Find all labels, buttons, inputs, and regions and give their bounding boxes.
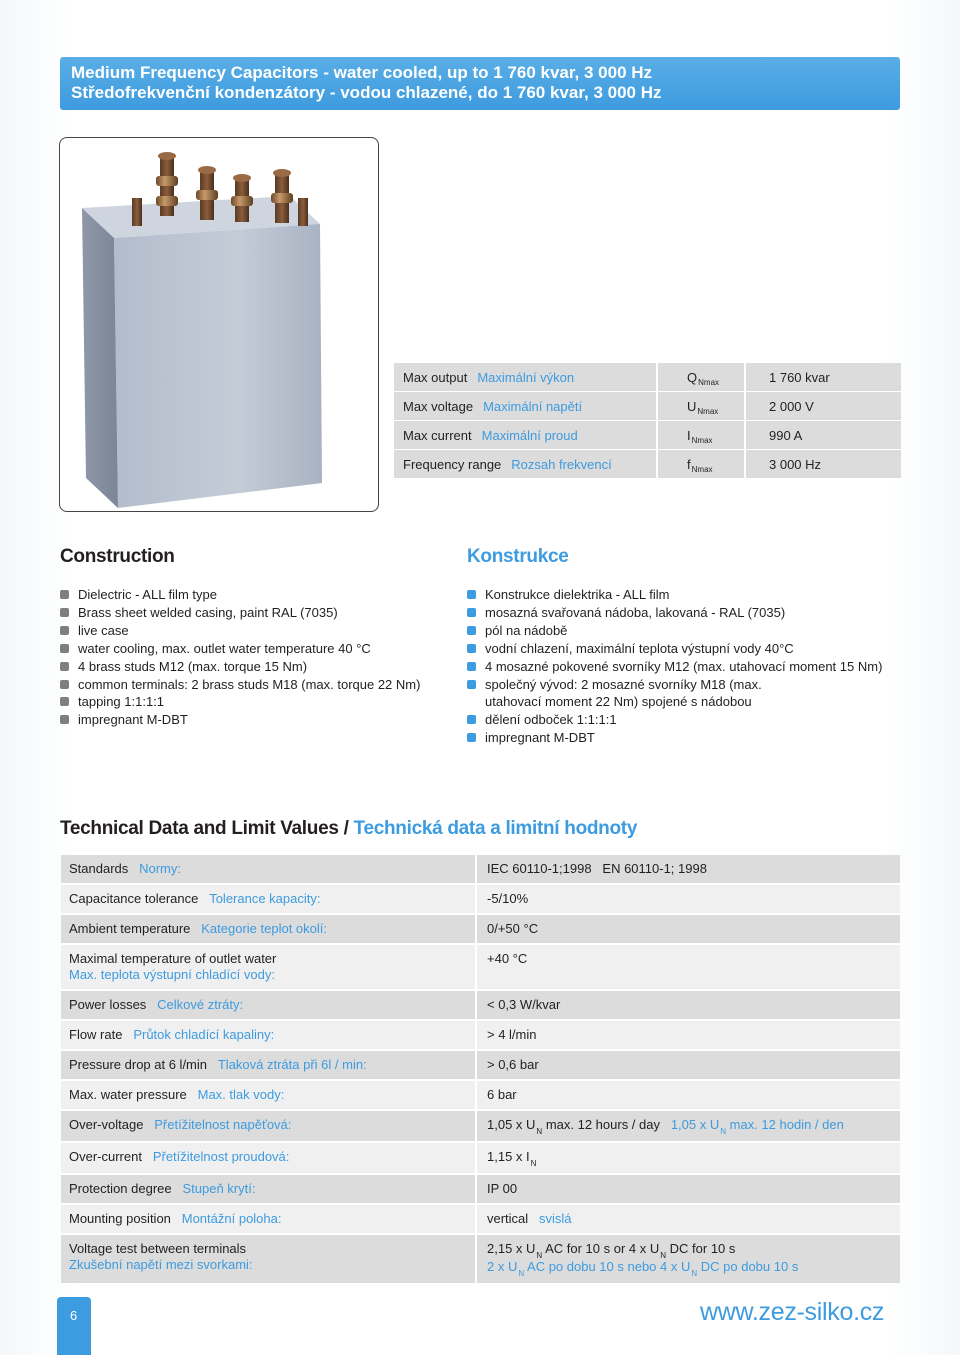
bullet-square-icon xyxy=(60,662,69,671)
table-row: Standards Normy: IEC 60110-1;1998 EN 60110-1; 1998 xyxy=(61,855,900,885)
page-number: 6 xyxy=(57,1297,91,1355)
header-band xyxy=(60,57,900,110)
table-row: Capacitance tolerance Tolerance kapacity: -5/10% xyxy=(61,885,900,915)
spec-label-en: Max output xyxy=(403,369,468,385)
bullet-square-icon xyxy=(467,626,476,635)
spec-value: 1 760 kvar xyxy=(769,369,830,385)
tech-heading-cz: Technická data a limitní hodnoty xyxy=(353,818,638,839)
spec-symbol-sub: Nmax xyxy=(697,406,719,416)
spec-label-en: Max current xyxy=(403,427,472,443)
bullet-square-icon xyxy=(467,715,476,724)
list-item: 4 mosazné pokovené svorníky M12 (max. utahovací moment 15 Nm) xyxy=(467,658,907,676)
spec-symbol-sub: Nmax xyxy=(698,377,720,387)
bullet-square-icon xyxy=(60,680,69,689)
website-link[interactable]: www.zez-silko.cz xyxy=(700,1298,885,1326)
construction-heading-en: Construction xyxy=(60,546,175,567)
list-item: Brass sheet welded casing, paint RAL (7035) xyxy=(60,604,460,622)
table-row: Over-current Přetížitelnost proudová: 1,15 x $I_N$ xyxy=(61,1143,900,1175)
table-row: Power losses Celkové ztráty: < 0,3 W/kvar xyxy=(61,991,900,1021)
spec-label-en: Frequency range xyxy=(403,456,502,472)
spec-symbol: f xyxy=(687,456,691,472)
table-row: Pressure drop at 6 l/min Tlaková ztráta při 6l / min: > 0,6 bar xyxy=(61,1051,900,1081)
list-item: vodní chlazení, maximální teplota výstupní vody 40°C xyxy=(467,640,907,658)
list-item: Konstrukce dielektrika - ALL film xyxy=(467,586,907,604)
title-cz: Středofrekvenční kondenzátory - vodou chlazené, do 1 760 kvar, 3 000 Hz xyxy=(71,83,662,102)
spec-value: 990 A xyxy=(769,427,803,443)
table-row: Max. water pressure Max. tlak vody: 6 bar xyxy=(61,1081,900,1111)
table-row: Ambient temperature Kategorie teplot okolí: 0/+50 °C xyxy=(61,915,900,945)
bullet-square-icon xyxy=(60,626,69,635)
bullet-square-icon xyxy=(60,644,69,653)
bullet-square-icon xyxy=(467,680,476,689)
product-photo xyxy=(59,137,379,512)
title-en: Medium Frequency Capacitors - water cooled, up to 1 760 kvar, 3 000 Hz xyxy=(71,63,653,82)
list-item: live case xyxy=(60,622,460,640)
spec-symbol-sub: Nmax xyxy=(691,464,713,474)
bullet-square-icon xyxy=(60,715,69,724)
list-item: společný vývod: 2 mosazné svorníky M18 (max. utahovací moment 22 Nm) spojené s nádobou xyxy=(467,676,797,712)
construction-list-cz xyxy=(467,586,907,747)
spec-value: 3 000 Hz xyxy=(769,456,822,472)
spec-row xyxy=(394,363,901,392)
spec-table xyxy=(394,363,901,479)
spec-label-cz: Rozsah frekvencí xyxy=(511,456,612,472)
table-row: Maximal temperature of outlet water Max. teplota výstupní chladící vody: +40 °C xyxy=(61,945,900,991)
bullet-square-icon xyxy=(467,644,476,653)
bullet-square-icon xyxy=(467,608,476,617)
spec-symbol-sub: Nmax xyxy=(691,435,713,445)
list-item: water cooling, max. outlet water temperature 40 °C xyxy=(60,640,460,658)
table-row: Protection degree Stupeň krytí: IP 00 xyxy=(61,1175,900,1205)
list-item: dělení odboček 1:1:1:1 xyxy=(467,711,907,729)
table-row: Flow rate Průtok chladící kapaliny: > 4 l/min xyxy=(61,1021,900,1051)
spec-symbol: I xyxy=(687,427,691,443)
spec-row xyxy=(394,450,901,479)
list-item: 4 brass studs M12 (max. torque 15 Nm) xyxy=(60,658,460,676)
table-row: Voltage test between terminals Zkušební napětí mezi svorkami: 2,15 x $U_N$ AC for 10 s or 4 x $U_N$ DC for 10 s 2 x $U_N$ AC po dobu 10 s nebo 4 x $U_N$ DC po dobu 10 s xyxy=(61,1235,900,1285)
bullet-square-icon xyxy=(467,733,476,742)
capacitor-image xyxy=(60,138,379,512)
bullet-square-icon xyxy=(467,590,476,599)
table-row: Mounting position Montážní poloha: vertical svislá xyxy=(61,1205,900,1235)
list-item: mosazná svařovaná nádoba, lakovaná - RAL (7035) xyxy=(467,604,907,622)
spec-symbol: Q xyxy=(687,369,698,385)
tech-table xyxy=(61,855,900,1285)
list-item: pól na nádobě xyxy=(467,622,907,640)
construction-list-en xyxy=(60,586,460,729)
bullet-square-icon xyxy=(467,662,476,671)
list-item: common terminals: 2 brass studs M18 (max. torque 22 Nm) xyxy=(60,676,460,694)
spec-symbol: U xyxy=(687,398,697,414)
spec-value: 2 000 V xyxy=(769,398,814,414)
spec-row xyxy=(394,421,901,450)
list-item: impregnant M-DBT xyxy=(60,711,460,729)
list-item: tapping 1:1:1:1 xyxy=(60,693,460,711)
tech-heading-en: Technical Data and Limit Values / xyxy=(60,818,349,839)
tech-heading xyxy=(60,818,637,840)
spec-label-en: Max voltage xyxy=(403,398,474,414)
construction-heading-cz: Konstrukce xyxy=(467,546,569,567)
spec-label-cz: Maximální proud xyxy=(481,427,578,443)
table-row: Over-voltage Přetížitelnost napěťová: 1,05 x $U_N$ max. 12 hours / day 1,05 x $U_N$ max. 12 hodin / den xyxy=(61,1111,900,1143)
list-item: Dielectric - ALL film type xyxy=(60,586,460,604)
spec-label-cz: Maximální napětí xyxy=(483,398,583,414)
bullet-square-icon xyxy=(60,697,69,706)
list-item: impregnant M-DBT xyxy=(467,729,907,747)
spec-row xyxy=(394,392,901,421)
bullet-square-icon xyxy=(60,608,69,617)
bullet-square-icon xyxy=(60,590,69,599)
spec-label-cz: Maximální výkon xyxy=(477,369,575,385)
